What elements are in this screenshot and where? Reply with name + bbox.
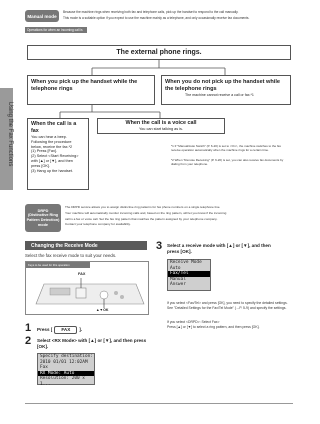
lcd-line: Specify destination: (40, 354, 93, 359)
drpd-line: Your machine will automatically monitor incoming calls and, based on the ring pattern, will let you know if the incoming (65, 210, 227, 215)
manual-mode-badge: Manual mode (25, 10, 59, 22)
fax-step-line: (1) Press [Fax]. (31, 149, 57, 154)
note-drpd-title: If you select <DRPD>: Select Fax> (167, 320, 220, 324)
footnote-1: *1 If "Manual/Auto Switch" (P. 6-20) is set to <On>, the machine switches to the fax receive operation automatically when the machine rings for a certain time. (171, 144, 281, 152)
step-1-text-start: Press [ (37, 327, 53, 332)
lcd-screen-rx (37, 353, 95, 385)
lcd-line: Receive Mode (170, 260, 202, 265)
step-1-text (37, 326, 82, 334)
flow-diagram (25, 33, 293, 195)
fax-call-box (27, 118, 89, 190)
drpd-description (65, 205, 295, 228)
drpd-badge (25, 204, 61, 232)
drpd-line: call is a fax or voice call. Set the fax ring pattern that matches the pattern assigned by your telephone company. (65, 216, 218, 221)
flow-left-title-1: When you pick up the handset while the (31, 79, 138, 85)
bottom-rule (25, 403, 293, 404)
fax-step-line: press [OK]. (31, 163, 50, 168)
fax-step-line: (2) Select <Start Receiving> (31, 154, 79, 159)
flow-right-title-1: When you do not pick up the handset while (165, 79, 280, 85)
fax-call-title: When the call is a fax (31, 121, 77, 134)
manual-mode-desc1: Because the machine rings when receiving both fax and telephone calls, pick up the handset to respond to the call manually. (63, 10, 239, 14)
fax-step-line: You can hear a beep. (31, 135, 67, 139)
step-3-line: Select a receive mode with [▲] or [▼], and then (167, 243, 271, 248)
lcd-line-selected: Fax/Tel (168, 271, 210, 277)
section-header: Changing the Receive Mode (25, 241, 147, 250)
operations-bar: Operations for when an incoming call is (25, 27, 87, 33)
step-2-number: 2 (25, 335, 32, 347)
flow-left-title-2: telephone rings (31, 86, 73, 92)
side-tab (0, 0, 13, 424)
side-tab-label: Using the Fax Functions (7, 101, 13, 167)
lcd-screen-receive-mode (167, 259, 211, 291)
lcd-line: Auto (170, 265, 181, 271)
fax-step-line: Following the procedure (31, 139, 72, 144)
drpd-badge-line: mode (37, 222, 49, 227)
lcd-line: 2010 01/01 12:02AM (40, 359, 88, 365)
fax-step-line: with [▲] or [▼], and then (31, 158, 73, 163)
lcd-line-selected: RX Mode: Auto (38, 371, 94, 377)
step-2-text (37, 338, 147, 349)
ok-key-label: ▲▼OK (96, 308, 109, 312)
footnote-2: *2 When "Remote Receiving" (P. 6-20) is set, you can also receive fax documents by dialing from your telephone. (171, 158, 284, 166)
voice-call-box (97, 118, 225, 134)
lcd-line: Resolution: 200 x 1... (40, 376, 85, 387)
fax-key[interactable]: FAX (54, 326, 77, 334)
step-1-number: 1 (25, 322, 32, 334)
voice-call-title: When the call is a voice call (125, 120, 197, 126)
manual-mode-desc2: This mode is a suitable option if you expect to use the machine mainly as a telephone, and only occasionally receive fax documents. (63, 16, 250, 20)
flow-top-box: The external phone rings. (27, 45, 291, 60)
step-3-line: press [OK]. (167, 248, 192, 254)
fax-key-label: FAX (78, 272, 86, 276)
step-2-line: Select <RX Mode> with [▲] or [▼], and then press (37, 338, 147, 343)
lcd-line: Fax (40, 365, 48, 371)
keys-panel (25, 261, 149, 315)
drpd-badge-line: DRPD (37, 208, 49, 213)
drpd-line: Contact your telephone company for availability. (65, 222, 131, 227)
flow-left-box (27, 75, 155, 105)
voice-call-note: You can start talking as is. (139, 127, 183, 131)
drpd-line: The DRPD service allows you to assign distinctive ring patterns for fax phone numbers on a single telephone line. (65, 205, 221, 209)
flow-right-title-2: the telephone rings (165, 86, 217, 92)
lcd-line: Answer (170, 282, 186, 288)
drpd-badge-line: (Distinctive Ring (28, 213, 58, 218)
section-intro: Select the fax receive mode to suit your needs. (25, 253, 117, 258)
drpd-badge-line: Pattern Detection) (26, 218, 60, 222)
step-3-text (167, 243, 295, 254)
note-drpd: Press [▲] or [▼] to select a ring pattern, and then press [OK]. (167, 325, 260, 329)
control-panel-illustration (26, 262, 150, 316)
fax-step-line: below, receive the fax.*2 (31, 144, 73, 149)
fax-step-line: (3) Hang up the handset. (31, 168, 74, 173)
step-3-number: 3 (156, 240, 163, 252)
step-2-line: [OK]. (37, 343, 49, 349)
keys-bar: Keys to be used for this operation (26, 262, 90, 268)
flow-right-box (161, 75, 291, 105)
note-faxtel: If you select <Fax/Tel> and press [OK], you need to specify the detailed settings. See "Detailed Settings for the Fax/Tel Mode" (→P. 5-9) and specify the settings. (167, 301, 288, 310)
step-1-text-end: ]. (79, 327, 83, 332)
flow-right-note: The machine cannot receive a call or fax.*1 (185, 93, 254, 97)
lcd-line: Manual (170, 276, 186, 282)
